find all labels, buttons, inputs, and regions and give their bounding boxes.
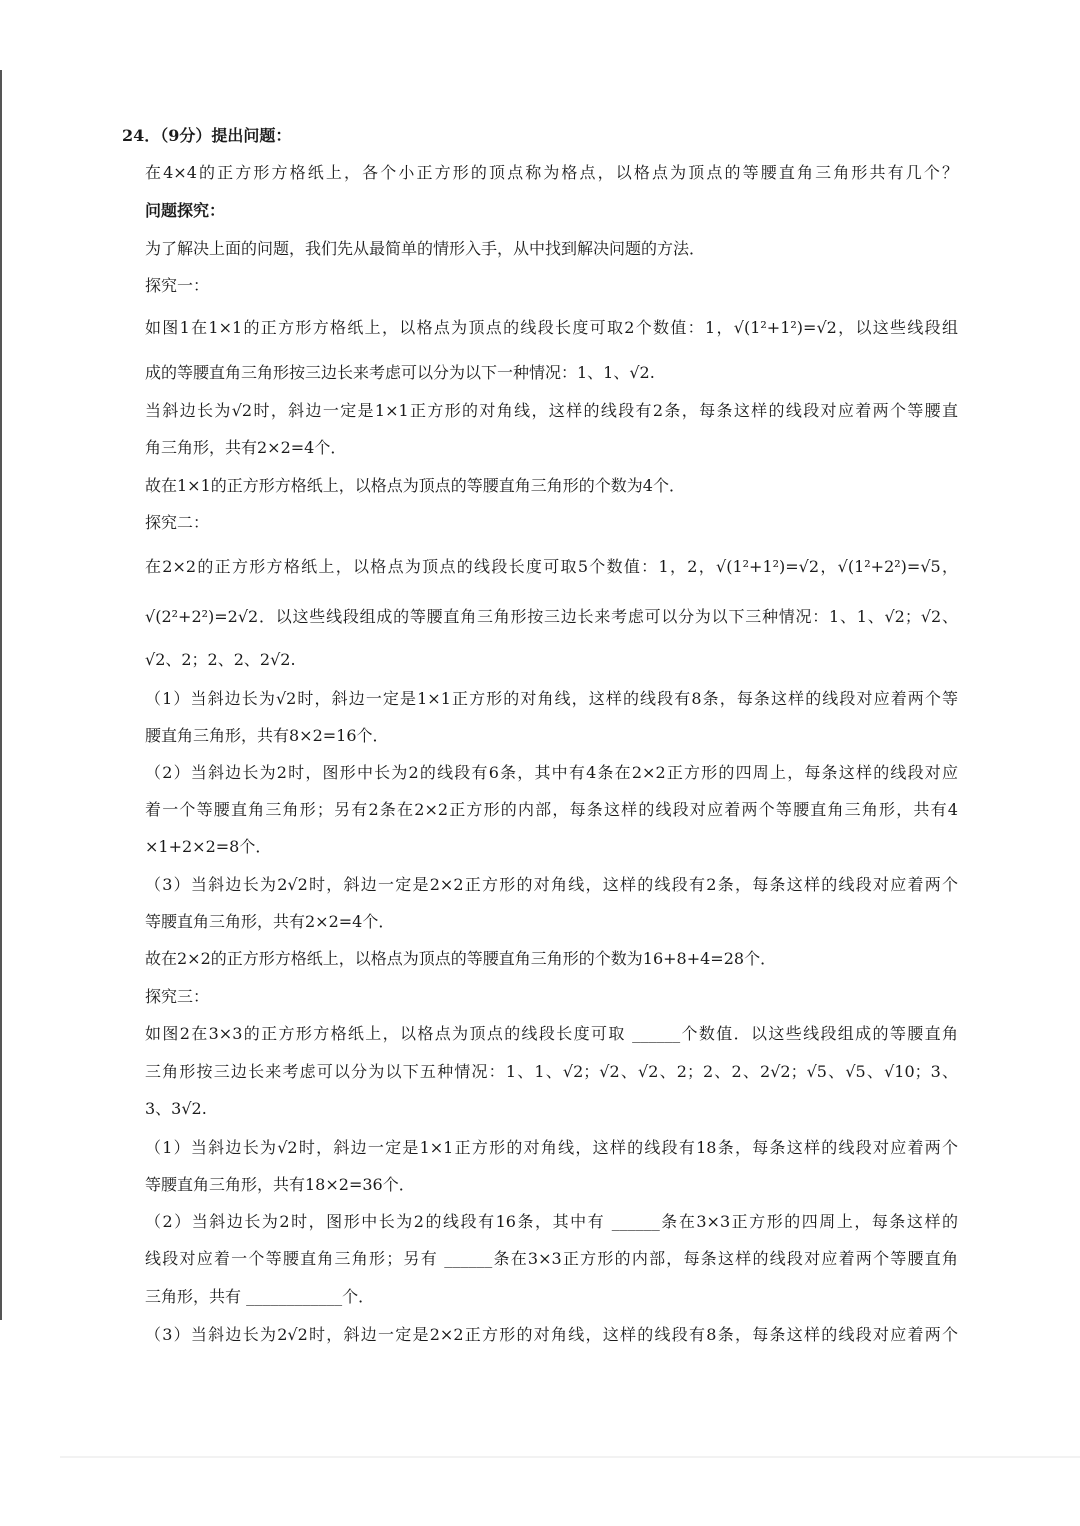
text-line: 角三角形，共有2×2=4个．	[145, 438, 347, 457]
text-line: （1）当斜边长为√2时，斜边一定是1×1正方形的对角线，这样的线段有8条，每条这样的线段对应着两个等	[145, 689, 958, 708]
text-line: √2、2；2、2、2√2.	[145, 650, 296, 669]
question-title: 提出问题：	[211, 126, 292, 145]
subsection-heading: 探究一：	[145, 276, 210, 295]
fill-in-line: （2）当斜边长为2时，图形中长为2的线段有16条，其中有 ______条在3×3正方形的四周上，每条这样的	[145, 1212, 958, 1231]
subsection-heading: 探究二：	[145, 513, 210, 532]
text-line: （2）当斜边长为2时，图形中长为2的线段有6条，其中有4条在2×2正方形的四周上，每条这样的线段对应	[145, 763, 958, 782]
text-line: 成的等腰直角三角形按三边长来考虑可以分为以下一种情况：1、1、√2.	[145, 363, 655, 382]
fill-in-line: 如图2在3×3的正方形方格纸上，以格点为顶点的线段长度可取 ______个数值．以这些线段组成的等腰直角	[145, 1024, 958, 1043]
text-line: 如图1在1×1的正方形方格纸上，以格点为顶点的线段长度可取2个数值：1，√(1²+1²)=√2，以这些线段组	[145, 318, 958, 337]
text-line: 等腰直角三角形，共有2×2=4个．	[145, 912, 395, 931]
text-line: 腰直角三角形，共有8×2=16个．	[145, 726, 389, 745]
text-line: 着一个等腰直角三角形；另有2条在2×2正方形的内部，每条这样的线段对应着两个等腰直角三角形，共有4	[145, 800, 958, 819]
text-line: √(2²+2²)=2√2．以这些线段组成的等腰直角三角形按三边长来考虑可以分为以下三种情况：1、1、√2；√2、	[145, 607, 958, 626]
text-line: 三角形按三边长来考虑可以分为以下五种情况：1、1、√2；√2、√2、2；2、2、2√2；√5、√5、√10；3、	[145, 1062, 958, 1081]
fill-in-line: 线段对应着一个等腰直角三角形；另有 ______条在3×3正方形的内部，每条这样的线段对应着两个等腰直角	[145, 1249, 958, 1268]
question-header	[122, 125, 935, 147]
problem-statement: 在4×4的正方形方格纸上，各个小正方形的顶点称为格点，以格点为顶点的等腰直角三角形共有几个？	[145, 163, 958, 182]
text-line: 在2×2的正方形方格纸上，以格点为顶点的线段长度可取5个数值：1，2，√(1²+1²)=√2，√(1²+2²)=√5，	[145, 557, 958, 576]
section-heading: 问题探究：	[145, 201, 226, 220]
page-edge	[0, 70, 2, 1320]
text-line: 当斜边长为√2时，斜边一定是1×1正方形的对角线，这样的线段有2条，每条这样的线段对应着两个等腰直	[145, 401, 958, 420]
subsection-heading: 探究三：	[145, 987, 210, 1006]
text-line: 3、3√2.	[145, 1099, 207, 1118]
page-bottom-divider	[60, 1456, 1080, 1458]
text-line: 故在2×2的正方形方格纸上，以格点为顶点的等腰直角三角形的个数为16+8+4=28个．	[145, 949, 777, 968]
text-line: 等腰直角三角形，共有18×2=36个．	[145, 1175, 415, 1194]
text-line: （1）当斜边长为√2时，斜边一定是1×1正方形的对角线，这样的线段有18条，每条这样的线段对应着两个	[145, 1138, 958, 1157]
fill-in-line: 三角形，共有 ____________个．	[145, 1287, 375, 1306]
text-line: ×1+2×2=8个．	[145, 837, 272, 856]
question-number: 24．（9分）	[122, 126, 212, 145]
text-line: （3）当斜边长为2√2时，斜边一定是2×2正方形的对角线，这样的线段有2条，每条这样的线段对应着两个	[145, 875, 958, 894]
text-line: 故在1×1的正方形方格纸上，以格点为顶点的等腰直角三角形的个数为4个．	[145, 476, 685, 495]
text-line: （3）当斜边长为2√2时，斜边一定是2×2正方形的对角线，这样的线段有8条，每条这样的线段对应着两个	[145, 1325, 958, 1344]
text-line: 为了解决上面的问题，我们先从最简单的情形入手，从中找到解决问题的方法．	[145, 239, 706, 258]
